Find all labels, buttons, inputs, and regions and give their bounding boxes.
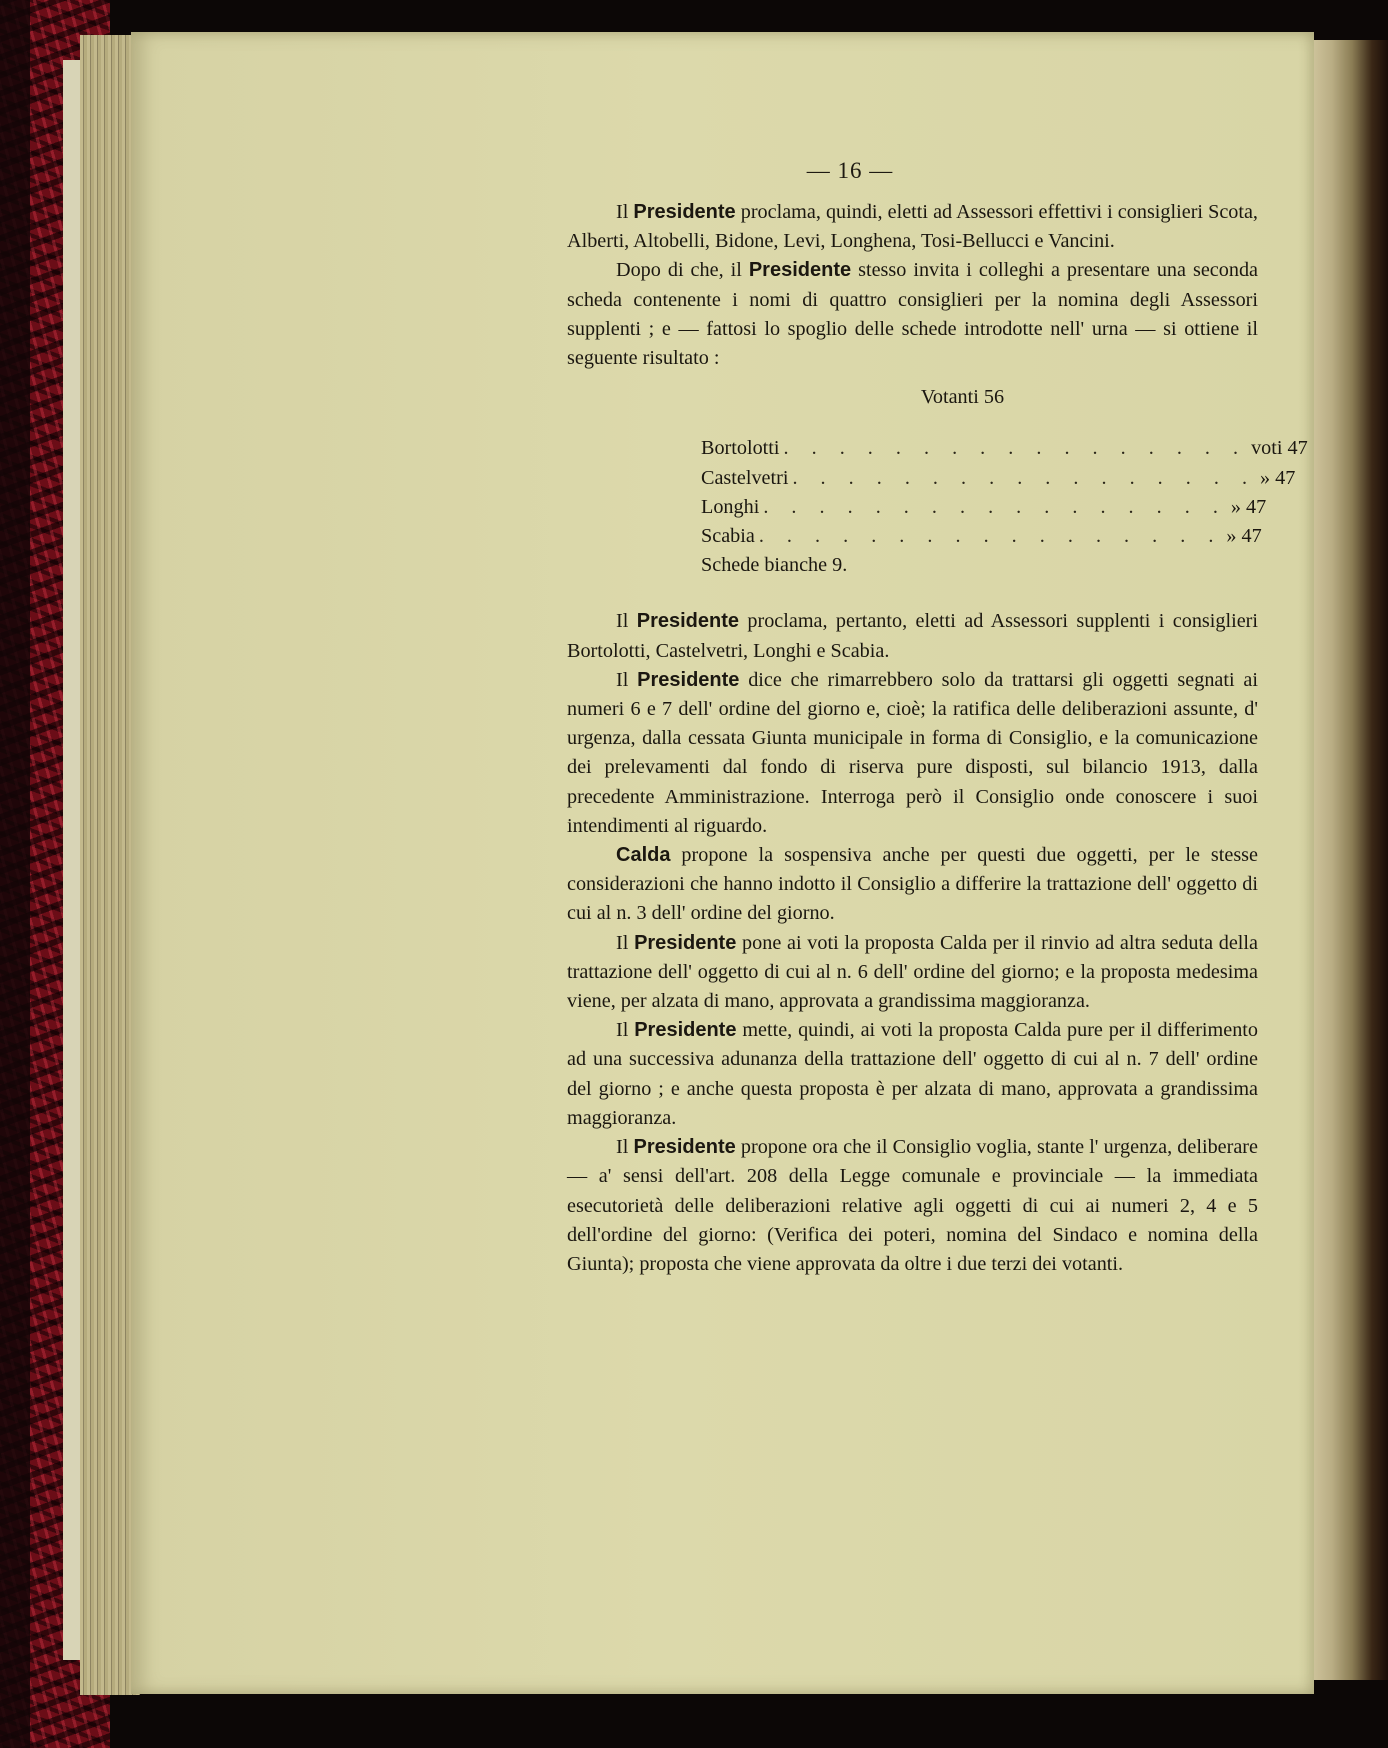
speaker-name: Presidente — [633, 201, 736, 223]
binding-shadow — [0, 0, 30, 1748]
page-text — [567, 198, 1308, 1279]
paragraph: Il Presidente dice che rimarrebbero solo da trattarsi gli oggetti segnati ai numeri 6 e 7 dell' ordine del giorno e, cioè; la ratifica delle deliberazioni assunte, d' urgenza, dalla cessata Giunta municipale in forma di Consiglio, e la comunicazione dei prelevamenti dal fondo di riserva pure disposti, sul bilancio 1913, dalla precedente Amministrazione. Interroga però il Consiglio onde conoscere i suoi intendimenti al riguardo. — [567, 668, 1258, 837]
result-row — [701, 434, 1308, 463]
votanti-line: Votanti 56 — [920, 386, 1005, 409]
vote-count: » 47 — [1230, 495, 1267, 518]
schede-bianche: Schede bianche 9. — [701, 554, 848, 577]
page-number: — 16 — — [806, 158, 894, 183]
next-page-edge — [1312, 40, 1388, 1680]
paragraph: Il Presidente proclama, pertanto, eletti ad Assessori supplenti i consiglieri Bortolotti, Castelvetri, Longhi e Scabia. — [567, 610, 1258, 662]
speaker-name: Presidente — [634, 1019, 737, 1042]
vote-count: » 47 — [1260, 466, 1296, 489]
leader-dots: . . . . . . . . . . . . . . . . . — [792, 466, 1256, 489]
candidate-name: Scabia — [701, 525, 755, 548]
speaker-name: Presidente — [633, 1136, 736, 1159]
results-list — [701, 434, 1308, 580]
vote-count: » 47 — [1226, 525, 1262, 548]
leader-dots: . . . . . . . . . . . . . . . . . — [763, 495, 1227, 518]
paragraph: Il Presidente pone ai voti la proposta Calda per il rinvio ad altra seduta della trattazione dell' oggetto di cui al n. 6 dell' ordine del giorno; e la proposta medesima viene, per alzata di mano, approvata a grandissima maggioranza. — [567, 931, 1258, 1013]
candidate-name: Longhi — [701, 495, 760, 518]
result-row — [701, 493, 1267, 522]
candidate-name: Bortolotti — [701, 437, 780, 460]
result-row — [701, 522, 1262, 551]
speaker-name: Calda — [616, 844, 671, 867]
paragraph: Il Presidente propone ora che il Consiglio voglia, stante l' urgenza, deliberare — a' sensi dell'art. 208 della Legge comunale e provinciale — la immediata esecutorietà delle deliberazioni relative agli oggetti di cui ai numeri 2, 4 e 5 dell'ordine del giorno: (Verifica dei poteri, nomina del Sindaco e nomina della Giunta); proposta che viene approvata da oltre i due terzi dei votanti. — [567, 1136, 1258, 1275]
speaker-name: Presidente — [634, 931, 737, 954]
paragraph: Il Presidente mette, quindi, ai voti la proposta Calda pure per il differimento ad una successiva adunanza della trattazione dell' oggetto di cui al n. 7 dell' ordine del giorno ; e anche questa proposta è per alzata di mano, approvata a grandissima maggioranza. — [567, 1019, 1258, 1129]
candidate-name: Castelvetri — [701, 466, 789, 489]
leader-dots: . . . . . . . . . . . . . . . . . — [783, 437, 1248, 460]
result-row — [701, 464, 1296, 493]
flyleaf — [63, 60, 81, 1660]
leader-dots: . . . . . . . . . . . . . . . . . — [758, 525, 1223, 548]
paragraph: Dopo di che, il Presidente stesso invita i colleghi a presentare una seconda scheda contenente i nomi di quattro consiglieri per la nomina degli Assessori supplenti ; e — fattosi lo spoglio delle schede introdotte nell' urna — si ottiene il seguente risultato : — [567, 259, 1259, 370]
speaker-name: Presidente — [637, 668, 740, 691]
speaker-name: Presidente — [748, 259, 852, 282]
vote-count: voti 47 — [1251, 437, 1308, 460]
paragraph: Il Presidente proclama, quindi, eletti ad Assessori effettivi i consiglieri Scota, Alberti, Altobelli, Bidone, Levi, Longhena, Tosi-Bellucci e Vancini. — [567, 201, 1258, 253]
paragraph: Calda propone la sospensiva anche per questi due oggetti, per le stesse considerazioni che hanno indotto il Consiglio a differire la trattazione dell' oggetto di cui al n. 3 dell' ordine del giorno. — [567, 844, 1258, 925]
speaker-name: Presidente — [636, 610, 739, 633]
